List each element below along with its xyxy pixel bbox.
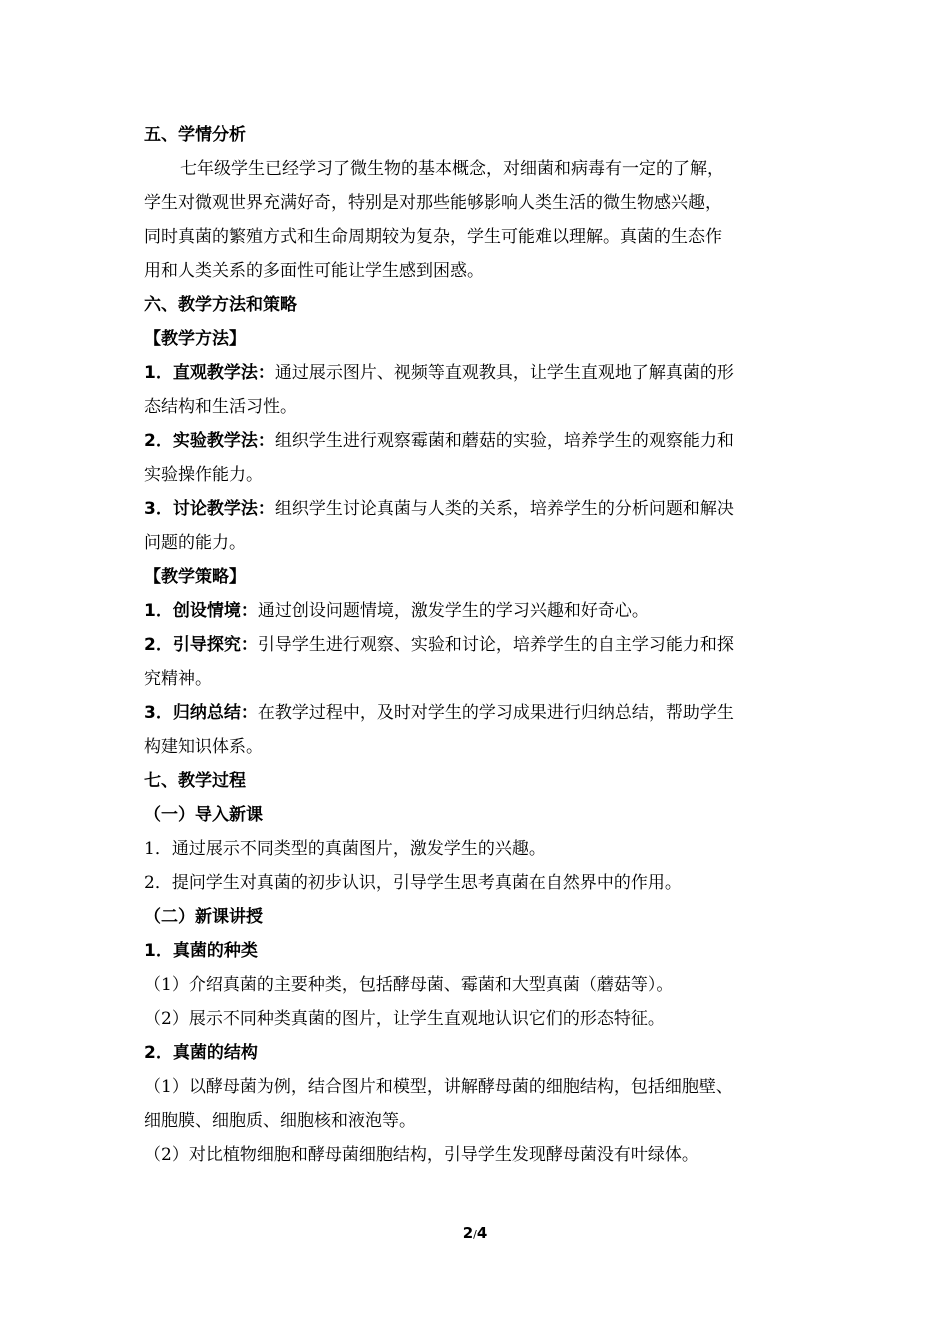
strategy-text: 通过创设问题情境，激发学生的学习兴趣和好奇心。	[257, 601, 649, 621]
page-current: 2	[462, 1224, 474, 1242]
method-item-2	[144, 424, 808, 458]
method-item-3	[144, 492, 808, 526]
strategy-item-3-cont: 构建知识体系。	[144, 737, 263, 757]
paragraph-line: 学生对微观世界充满好奇，特别是对那些能够影响人类生活的微生物感兴趣，	[144, 193, 722, 213]
method-text: 组织学生讨论真菌与人类的关系，培养学生的分析问题和解决	[274, 499, 734, 519]
section-heading-6: 六、教学方法和策略	[144, 295, 297, 315]
list-item-cont: 细胞膜、细胞质、细胞核和液泡等。	[144, 1111, 416, 1131]
strategy-label: 3．归纳总结：	[144, 703, 258, 723]
strategy-item-2-cont: 究精神。	[144, 669, 212, 689]
page-separator: /	[473, 1228, 477, 1241]
subheading-strategies: 【教学策略】	[144, 567, 246, 587]
sub-heading-fungi-types: 1．真菌的种类	[144, 941, 258, 961]
method-label: 3．讨论教学法：	[144, 499, 275, 519]
method-text: 通过展示图片、视频等直观教具，让学生直观地了解真菌的形	[274, 363, 734, 383]
part-heading-intro: （一）导入新课	[144, 805, 263, 825]
page-content	[144, 118, 808, 1172]
sub-heading-fungi-structure: 2．真菌的结构	[144, 1043, 258, 1063]
method-text: 组织学生进行观察霉菌和蘑菇的实验，培养学生的观察能力和	[274, 431, 734, 451]
method-label: 1．直观教学法：	[144, 363, 275, 383]
paragraph-line: 同时真菌的繁殖方式和生命周期较为复杂，学生可能难以理解。真菌的生态作	[144, 227, 722, 247]
page-total: 4	[476, 1224, 488, 1242]
paragraph-line: 七年级学生已经学习了微生物的基本概念，对细菌和病毒有一定的了解，	[180, 159, 724, 179]
method-label: 2．实验教学法：	[144, 431, 275, 451]
strategy-item-2	[144, 628, 808, 662]
method-item-1	[144, 356, 808, 390]
method-item-1-cont: 态结构和生活习性。	[144, 397, 297, 417]
list-item: （1）以酵母菌为例，结合图片和模型，讲解酵母菌的细胞结构，包括细胞壁、	[144, 1077, 733, 1097]
list-item: 1．通过展示不同类型的真菌图片，激发学生的兴趣。	[144, 839, 546, 859]
list-item: （1）介绍真菌的主要种类，包括酵母菌、霉菌和大型真菌（蘑菇等）。	[144, 975, 674, 995]
page-number	[0, 1224, 950, 1242]
strategy-label: 1．创设情境：	[144, 601, 258, 621]
method-item-3-cont: 问题的能力。	[144, 533, 246, 553]
method-item-2-cont: 实验操作能力。	[144, 465, 263, 485]
list-item: （2）展示不同种类真菌的图片，让学生直观地认识它们的形态特征。	[144, 1009, 665, 1029]
section-heading-7: 七、教学过程	[144, 771, 246, 791]
part-heading-lecture: （二）新课讲授	[144, 907, 263, 927]
strategy-label: 2．引导探究：	[144, 635, 258, 655]
list-item: 2．提问学生对真菌的初步认识，引导学生思考真菌在自然界中的作用。	[144, 873, 682, 893]
section-heading-5: 五、学情分析	[144, 125, 246, 145]
subheading-methods: 【教学方法】	[144, 329, 246, 349]
paragraph-line: 用和人类关系的多面性可能让学生感到困惑。	[144, 261, 484, 281]
list-item: （2）对比植物细胞和酵母菌细胞结构，引导学生发现酵母菌没有叶绿体。	[144, 1145, 699, 1165]
strategy-text: 引导学生进行观察、实验和讨论，培养学生的自主学习能力和探	[257, 635, 734, 655]
strategy-text: 在教学过程中，及时对学生的学习成果进行归纳总结，帮助学生	[257, 703, 734, 723]
strategy-item-3	[144, 696, 808, 730]
strategy-item-1	[144, 594, 808, 628]
